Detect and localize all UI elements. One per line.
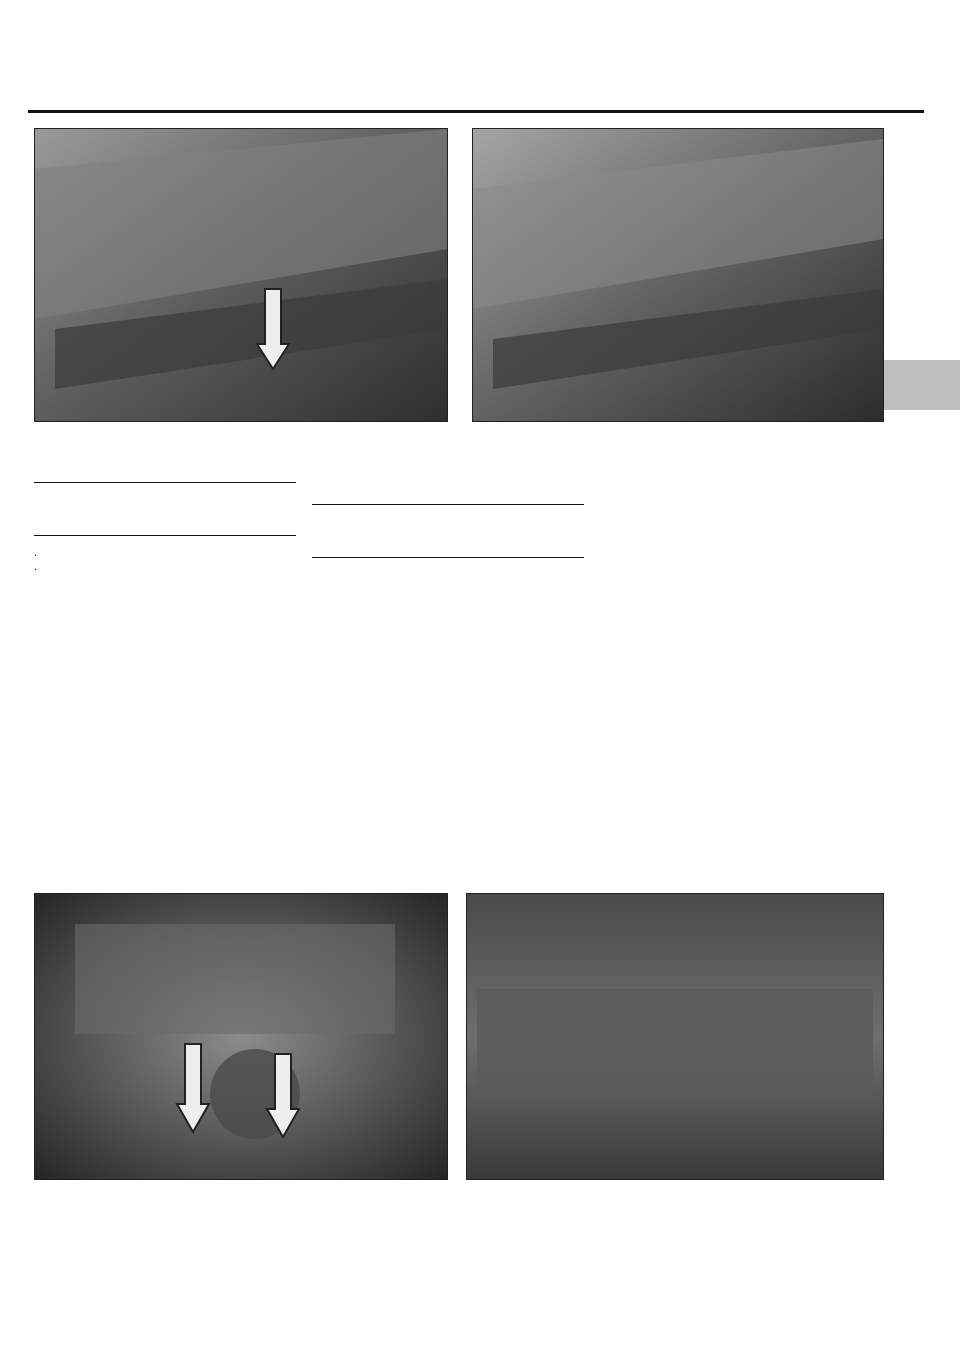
page-header: [28, 82, 924, 114]
chapter-tab: [882, 360, 960, 410]
column-1: . .: [34, 482, 296, 574]
header-rule: [28, 110, 924, 113]
section-rule: [34, 482, 296, 483]
photo-earth-strap: [34, 128, 448, 422]
exhaust-sequence-diagram: [473, 129, 883, 421]
section-rule: [312, 504, 584, 505]
section-title-line: [38, 509, 64, 526]
section-rule: [34, 535, 296, 536]
photo-head-bolt-sequence: [466, 893, 884, 1180]
section-9-title: [312, 513, 584, 549]
section-8-title: [34, 491, 296, 527]
side-watermark: [0, 560, 26, 900]
head-bolt-sequence-diagram: [467, 894, 883, 1179]
column-2: [312, 482, 584, 568]
photo-exhaust-sequence: [472, 128, 884, 422]
photo-two-bolts: [34, 893, 448, 1180]
section-rule: [312, 557, 584, 558]
section-title-line: [316, 531, 342, 548]
